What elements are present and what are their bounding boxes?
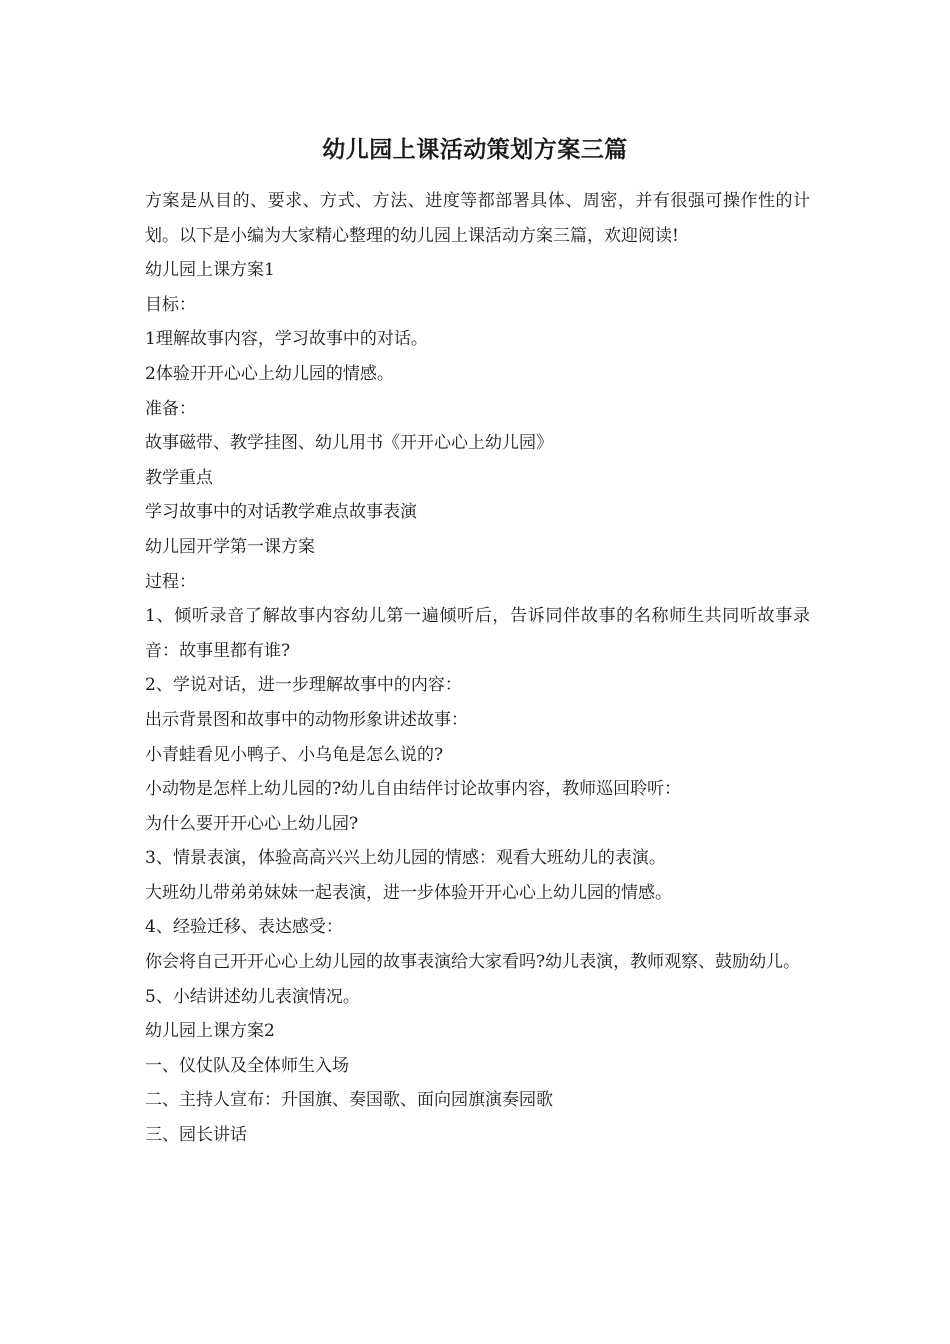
paragraph: 过程： xyxy=(145,571,196,592)
document-title: 幼儿园上课活动策划方案三篇 xyxy=(322,136,628,163)
paragraph: 幼儿园开学第一课方案 xyxy=(145,536,315,557)
paragraph: 目标： xyxy=(145,294,196,315)
paragraph: 你会将自己开开心心上幼儿园的故事表演给大家看吗?幼儿表演，教师观察、鼓励幼儿。 xyxy=(145,952,801,973)
paragraph: 出示背景图和故事中的动物形象讲述故事： xyxy=(145,709,468,730)
paragraph: 小青蛙看见小鸭子、小乌龟是怎么说的? xyxy=(145,744,444,765)
paragraph: 故事磁带、教学挂图、幼儿用书《开开心心上幼儿园》 xyxy=(145,433,553,454)
document-body xyxy=(145,184,810,1153)
paragraph: 2、学说对话，进一步理解故事中的内容： xyxy=(145,675,462,696)
paragraph: 4、经验迁移、表达感受： xyxy=(145,917,343,938)
paragraph: 准备： xyxy=(145,398,196,419)
paragraph: 1理解故事内容，学习故事中的对话。 xyxy=(145,329,428,350)
paragraph: 一、仪仗队及全体师生入场 xyxy=(145,1055,349,1076)
paragraph: 大班幼儿带弟弟妹妹一起表演，进一步体验开开心心上幼儿园的情感。 xyxy=(145,882,672,903)
paragraph: 为什么要开开心心上幼儿园? xyxy=(145,813,359,834)
section-heading-plan-2: 幼儿园上课方案2 xyxy=(145,1021,275,1042)
paragraph: 1、倾听录音了解故事内容幼儿第一遍倾听后，告诉同伴故事的名称师生共同听故事录音：故事里都有谁? xyxy=(145,606,810,661)
paragraph: 5、小结讲述幼儿表演情况。 xyxy=(145,986,360,1007)
paragraph: 学习故事中的对话教学难点故事表演 xyxy=(145,502,417,523)
paragraph: 二、主持人宣布：升国旗、奏国歌、面向园旗演奏园歌 xyxy=(145,1090,553,1111)
paragraph: 2体验开开心心上幼儿园的情感。 xyxy=(145,363,394,384)
paragraph: 3、情景表演，体验高高兴兴上幼儿园的情感：观看大班幼儿的表演。 xyxy=(145,848,666,869)
section-heading-plan-1: 幼儿园上课方案1 xyxy=(145,260,275,281)
paragraph: 三、园长讲话 xyxy=(145,1125,247,1146)
paragraph: 小动物是怎样上幼儿园的?幼儿自由结伴讨论故事内容，教师巡回聆听： xyxy=(145,779,682,800)
intro-paragraph: 方案是从目的、要求、方式、方法、进度等都部署具体、周密，并有很强可操作性的计划。以下是小编为大家精心整理的幼儿园上课活动方案三篇，欢迎阅读! xyxy=(145,191,810,246)
paragraph: 教学重点 xyxy=(145,467,213,488)
